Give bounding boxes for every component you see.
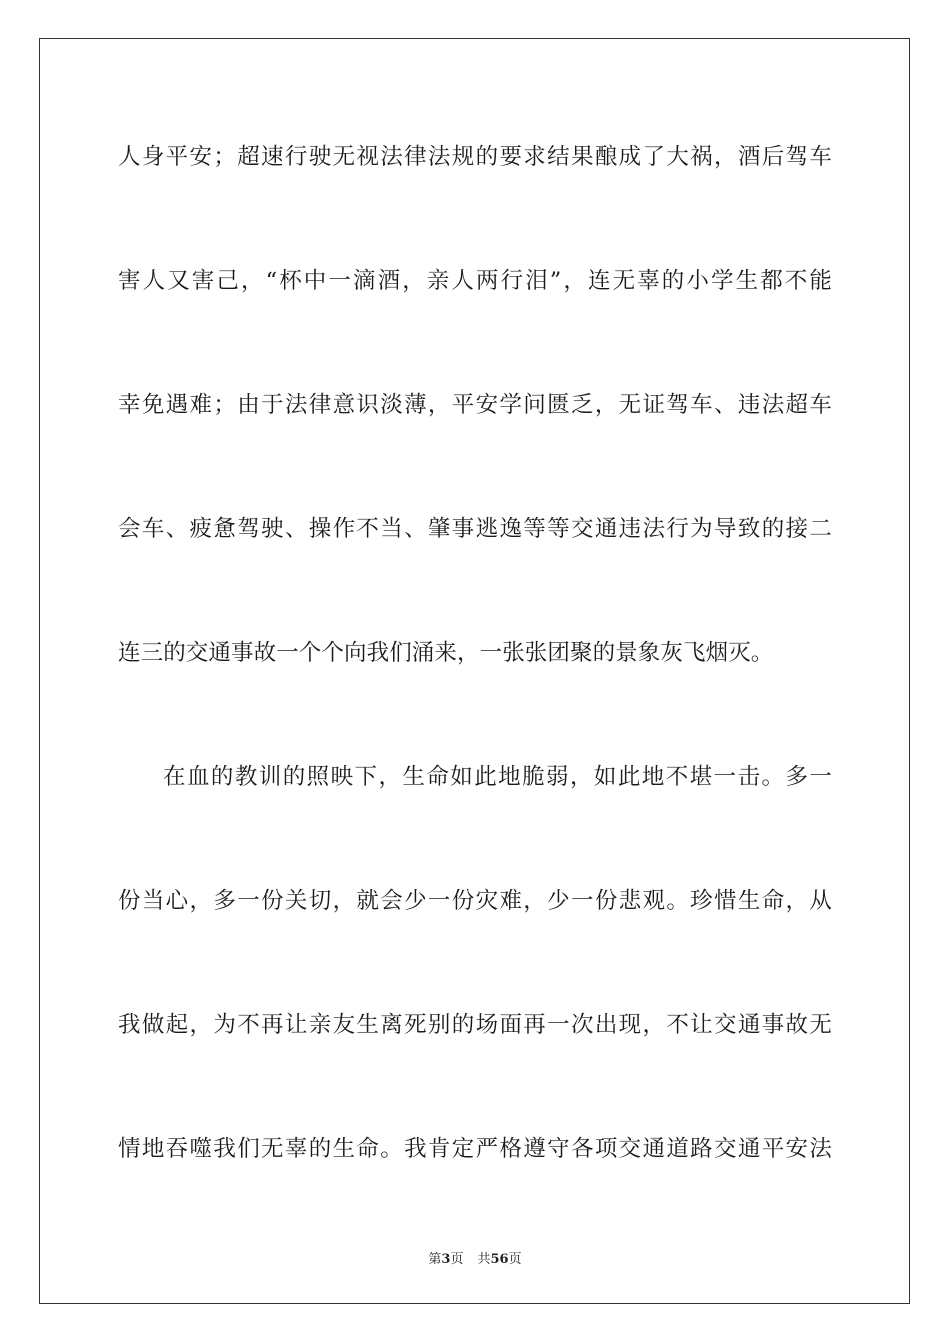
page-suffix: 页 bbox=[450, 1252, 464, 1267]
page-prefix: 第 bbox=[428, 1252, 442, 1267]
text-line: 幸免遇难；由于法律意识淡薄，平安学问匮乏，无证驾车、违法超车 bbox=[118, 392, 832, 418]
text-line: 情地吞噬我们无辜的生命。我肯定严格遵守各项交通道路交通平安法 bbox=[118, 1136, 832, 1162]
text-line: 害人又害己，“杯中一滴酒，亲人两行泪”，连无辜的小学生都不能 bbox=[118, 268, 832, 294]
text-line: 人身平安；超速行驶无视法律法规的要求结果酿成了大祸，酒后驾车 bbox=[118, 144, 832, 170]
text-line: 份当心，多一份关切，就会少一份灾难，少一份悲观。珍惜生命，从 bbox=[118, 888, 832, 914]
text-line: 会车、疲惫驾驶、操作不当、肇事逃逸等等交通违法行为导致的接二 bbox=[118, 516, 832, 542]
paragraph-first-line: 在血的教训的照映下，生命如此地脆弱，如此地不堪一击。多一 bbox=[163, 764, 832, 790]
total-prefix: 共 bbox=[477, 1252, 491, 1267]
page-number: 3 bbox=[441, 1252, 451, 1267]
page-footer bbox=[0, 1248, 950, 1267]
text-line: 连三的交通事故一个个向我们涌来，一张张团聚的景象灰飞烟灭。 bbox=[118, 640, 774, 666]
total-pages: 56 bbox=[490, 1252, 509, 1267]
text-line: 我做起，为不再让亲友生离死别的场面再一次出现，不让交通事故无 bbox=[118, 1012, 832, 1038]
document-body bbox=[118, 126, 832, 1242]
total-suffix: 页 bbox=[508, 1252, 522, 1267]
